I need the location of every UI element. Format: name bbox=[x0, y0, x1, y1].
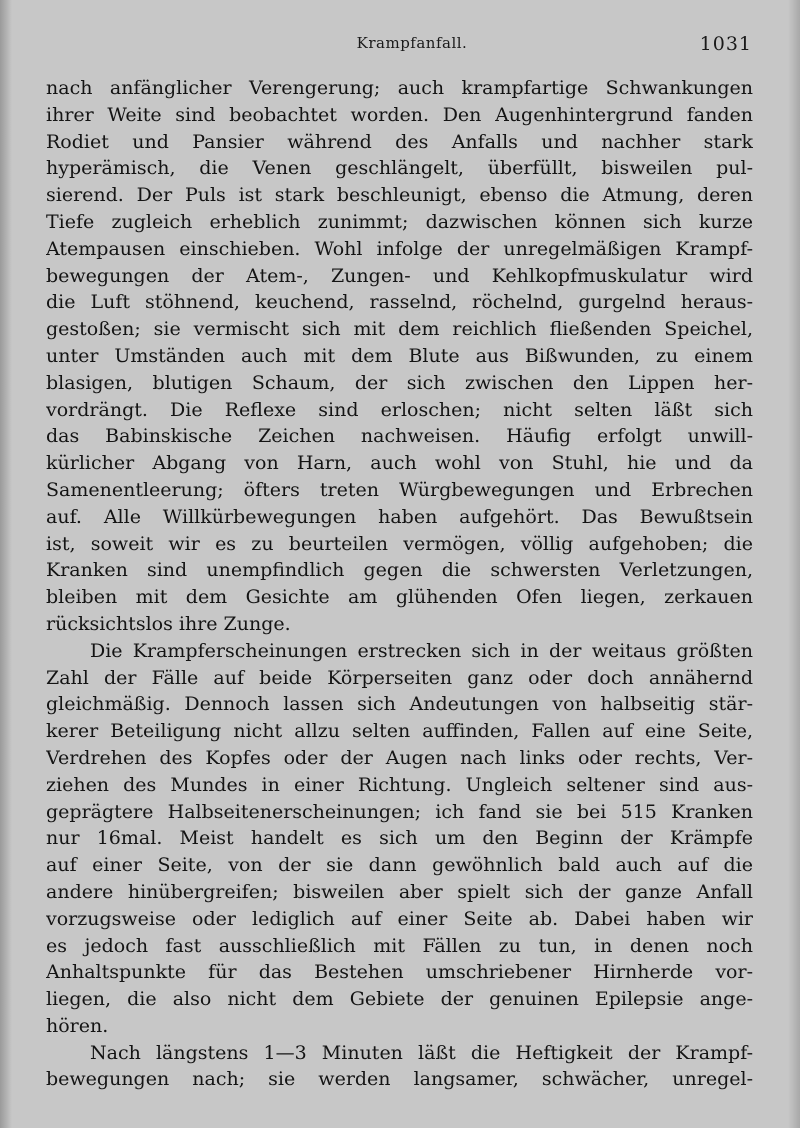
page-number: 1031 bbox=[699, 33, 752, 55]
text-line: gestoßen; sie vermischt sich mit dem reichlich fließenden Speichel, bbox=[46, 318, 753, 341]
text-line: gleichmäßig. Dennoch lassen sich Andeutungen von halbseitig stär- bbox=[46, 693, 753, 716]
text-line: auf einer Seite, von der sie dann gewöhnlich bald auch auf die bbox=[46, 854, 753, 877]
body-text bbox=[46, 75, 753, 1093]
text-line: Samenentleerung; öfters treten Würgbewegungen und Erbrechen bbox=[46, 478, 753, 501]
text-line: hyperämisch, die Venen geschlängelt, überfüllt, bisweilen pul- bbox=[46, 157, 753, 180]
text-line: bewegungen nach; sie werden langsamer, schwächer, unregel- bbox=[46, 1068, 753, 1091]
text-line: auf. Alle Willkürbewegungen haben aufgehört. Das Bewußtsein bbox=[46, 505, 753, 528]
text-line: die Luft stöhnend, keuchend, rasselnd, röchelnd, gurgelnd heraus- bbox=[46, 291, 753, 314]
page-left-edge bbox=[0, 0, 12, 1128]
text-line: unter Umständen auch mit dem Blute aus Bißwunden, zu einem bbox=[46, 344, 753, 367]
page-right-edge bbox=[788, 0, 800, 1128]
text-line: vorzugsweise oder lediglich auf einer Seite ab. Dabei haben wir bbox=[46, 907, 753, 930]
text-line: kerer Beteiligung nicht allzu selten auffinden, Fallen auf eine Seite, bbox=[46, 720, 753, 743]
text-line: Zahl der Fälle auf beide Körperseiten ganz oder doch annähernd bbox=[46, 666, 753, 689]
text-line: bewegungen der Atem-, Zungen- und Kehlkopfmuskulatur wird bbox=[46, 264, 753, 287]
text-line: Tiefe zugleich erheblich zunimmt; dazwischen können sich kurze bbox=[46, 210, 753, 233]
paragraph-last-line: rücksichtslos ihre Zunge. bbox=[46, 612, 291, 635]
text-line: bleiben mit dem Gesichte am glühenden Ofen liegen, zerkauen bbox=[46, 586, 753, 609]
text-line: vordrängt. Die Reflexe sind erloschen; nicht selten läßt sich bbox=[46, 398, 753, 421]
text-line: andere hinübergreifen; bisweilen aber spielt sich der ganze Anfall bbox=[46, 880, 753, 903]
running-header bbox=[46, 34, 754, 58]
text-line: Anhaltspunkte für das Bestehen umschriebener Hirnherde vor- bbox=[46, 961, 753, 984]
text-line: sierend. Der Puls ist stark beschleunigt, ebenso die Atmung, deren bbox=[46, 184, 753, 207]
running-title: Krampfanfall. bbox=[356, 34, 468, 52]
text-line: blasigen, blutigen Schaum, der sich zwischen den Lippen her- bbox=[46, 371, 753, 394]
paragraph-last-line: hören. bbox=[46, 1014, 109, 1037]
text-line: Verdrehen des Kopfes oder der Augen nach links oder rechts, Ver- bbox=[46, 746, 753, 769]
text-line: ist, soweit wir es zu beurteilen vermögen, völlig aufgehoben; die bbox=[46, 532, 753, 555]
text-line: das Babinskische Zeichen nachweisen. Häufig erfolgt unwill- bbox=[46, 425, 753, 448]
paragraph-first-line: Die Krampferscheinungen erstrecken sich in der weitaus größten bbox=[90, 639, 753, 662]
text-line: es jedoch fast ausschließlich mit Fällen zu tun, in denen noch bbox=[46, 934, 753, 957]
text-line: liegen, die also nicht dem Gebiete der genuinen Epilepsie ange- bbox=[46, 988, 753, 1011]
paragraph-first-line: Nach längstens 1—3 Minuten läßt die Heftigkeit der Krampf- bbox=[90, 1041, 753, 1064]
text-line: Kranken sind unempfindlich gegen die schwersten Verletzungen, bbox=[46, 559, 753, 582]
text-line: nur 16mal. Meist handelt es sich um den Beginn der Krämpfe bbox=[46, 827, 753, 850]
text-line: Atempausen einschieben. Wohl infolge der unregelmäßigen Krampf- bbox=[46, 237, 753, 260]
text-line: kürlicher Abgang von Harn, auch wohl von Stuhl, hie und da bbox=[46, 452, 753, 475]
text-line: Rodiet und Pansier während des Anfalls und nachher stark bbox=[46, 130, 753, 153]
text-line: geprägtere Halbseitenerscheinungen; ich fand sie bei 515 Kranken bbox=[46, 800, 753, 823]
text-line: ziehen des Mundes in einer Richtung. Ungleich seltener sind aus- bbox=[46, 773, 753, 796]
text-line: ihrer Weite sind beobachtet worden. Den Augenhintergrund fanden bbox=[46, 103, 753, 126]
text-line: nach anfänglicher Verengerung; auch krampfartige Schwankungen bbox=[46, 77, 753, 99]
